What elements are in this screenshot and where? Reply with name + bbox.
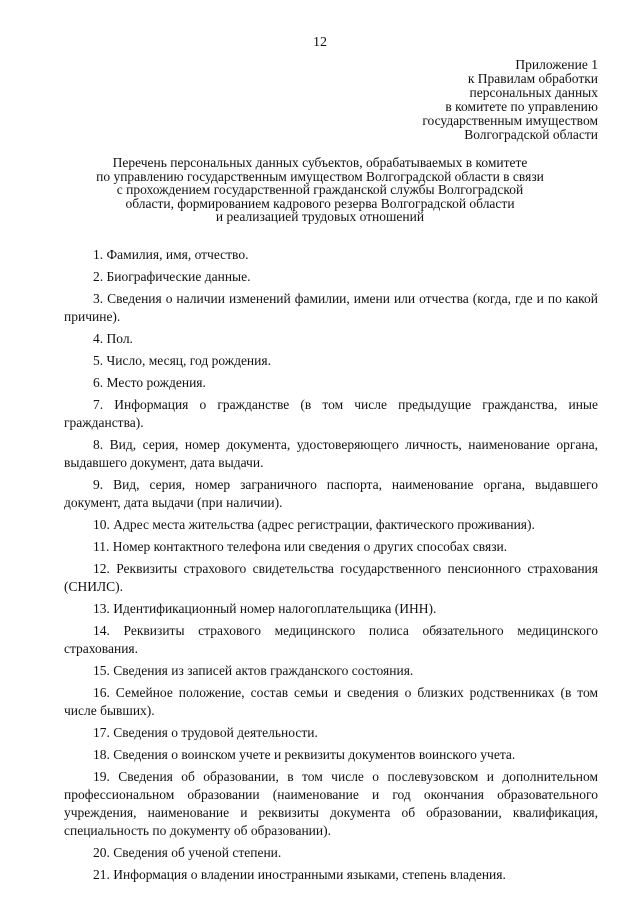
list-item: 4. Пол. bbox=[93, 331, 133, 346]
list-item: 13. Идентификационный номер налогоплательщика (ИНН). bbox=[93, 601, 437, 616]
list-item: 11. Номер контактного телефона или сведения о других способах связи. bbox=[93, 539, 508, 554]
list-item: 14. Реквизиты страхового медицинского полиса обязательного медицинского страхования. bbox=[64, 623, 598, 656]
list-item: 5. Число, месяц, год рождения. bbox=[93, 353, 271, 368]
title-line: по управлению государственным имуществом Волгоградской области в связи bbox=[96, 168, 544, 184]
page-number: 12 bbox=[313, 35, 327, 50]
list-item: 19. Сведения об образовании, в том числе о послевузовском и дополнительном профессиональном образовании (наименование и год окончания образовательного учреждения, наименование и реквизиты документа об образовании, квалификация, специальность по документу об образовании). bbox=[64, 769, 598, 838]
document-title bbox=[40, 156, 600, 224]
list-item: 6. Место рождения. bbox=[93, 375, 206, 390]
title-line: и реализацией трудовых отношений bbox=[215, 209, 425, 224]
list-item: 7. Информация о гражданстве (в том числе предыдущие гражданства, иные гражданства). bbox=[64, 397, 598, 430]
list-item: 2. Биографические данные. bbox=[93, 269, 251, 284]
appendix-line: к Правилам обработки bbox=[467, 71, 598, 86]
list-item: 17. Сведения о трудовой деятельности. bbox=[93, 725, 318, 740]
list-item: 18. Сведения о воинском учете и реквизиты документов воинского учета. bbox=[93, 747, 516, 762]
list-item: 1. Фамилия, имя, отчество. bbox=[93, 247, 249, 262]
appendix-line: Приложение 1 bbox=[515, 57, 598, 72]
title-line: с прохождением государственной гражданской службы Волгоградской bbox=[116, 182, 524, 197]
list-item: 9. Вид, серия, номер заграничного паспорта, наименование органа, выдавшего документ, дата выдачи (при наличии). bbox=[64, 477, 598, 510]
appendix-line: Волгоградской области bbox=[464, 127, 598, 142]
list-item: 10. Адрес места жительства (адрес регистрации, фактического проживания). bbox=[93, 517, 535, 532]
title-line: Перечень персональных данных субъектов, обрабатываемых в комитете bbox=[112, 155, 528, 170]
appendix-line: государственным имуществом bbox=[422, 113, 598, 128]
appendix-line: персональных данных bbox=[469, 85, 598, 100]
personal-data-list bbox=[64, 246, 598, 888]
list-item: 16. Семейное положение, состав семьи и сведения о близких родственниках (в том числе бывших). bbox=[64, 685, 598, 718]
list-item: 12. Реквизиты страхового свидетельства государственного пенсионного страхования (СНИЛС). bbox=[64, 561, 598, 594]
list-item: 21. Информация о владении иностранными языками, степень владения. bbox=[93, 867, 506, 882]
list-item: 3. Сведения о наличии изменений фамилии, имени или отчества (когда, где и по какой причине). bbox=[64, 291, 598, 324]
appendix-header bbox=[358, 58, 598, 142]
list-item: 20. Сведения об ученой степени. bbox=[93, 845, 282, 860]
list-item: 8. Вид, серия, номер документа, удостоверяющего личность, наименование органа, выдавшего документ, дата выдачи. bbox=[64, 437, 598, 470]
list-item: 15. Сведения из записей актов гражданского состояния. bbox=[93, 663, 414, 678]
title-line: области, формированием кадрового резерва Волгоградской области bbox=[125, 195, 515, 211]
appendix-line: в комитете по управлению bbox=[445, 99, 598, 114]
